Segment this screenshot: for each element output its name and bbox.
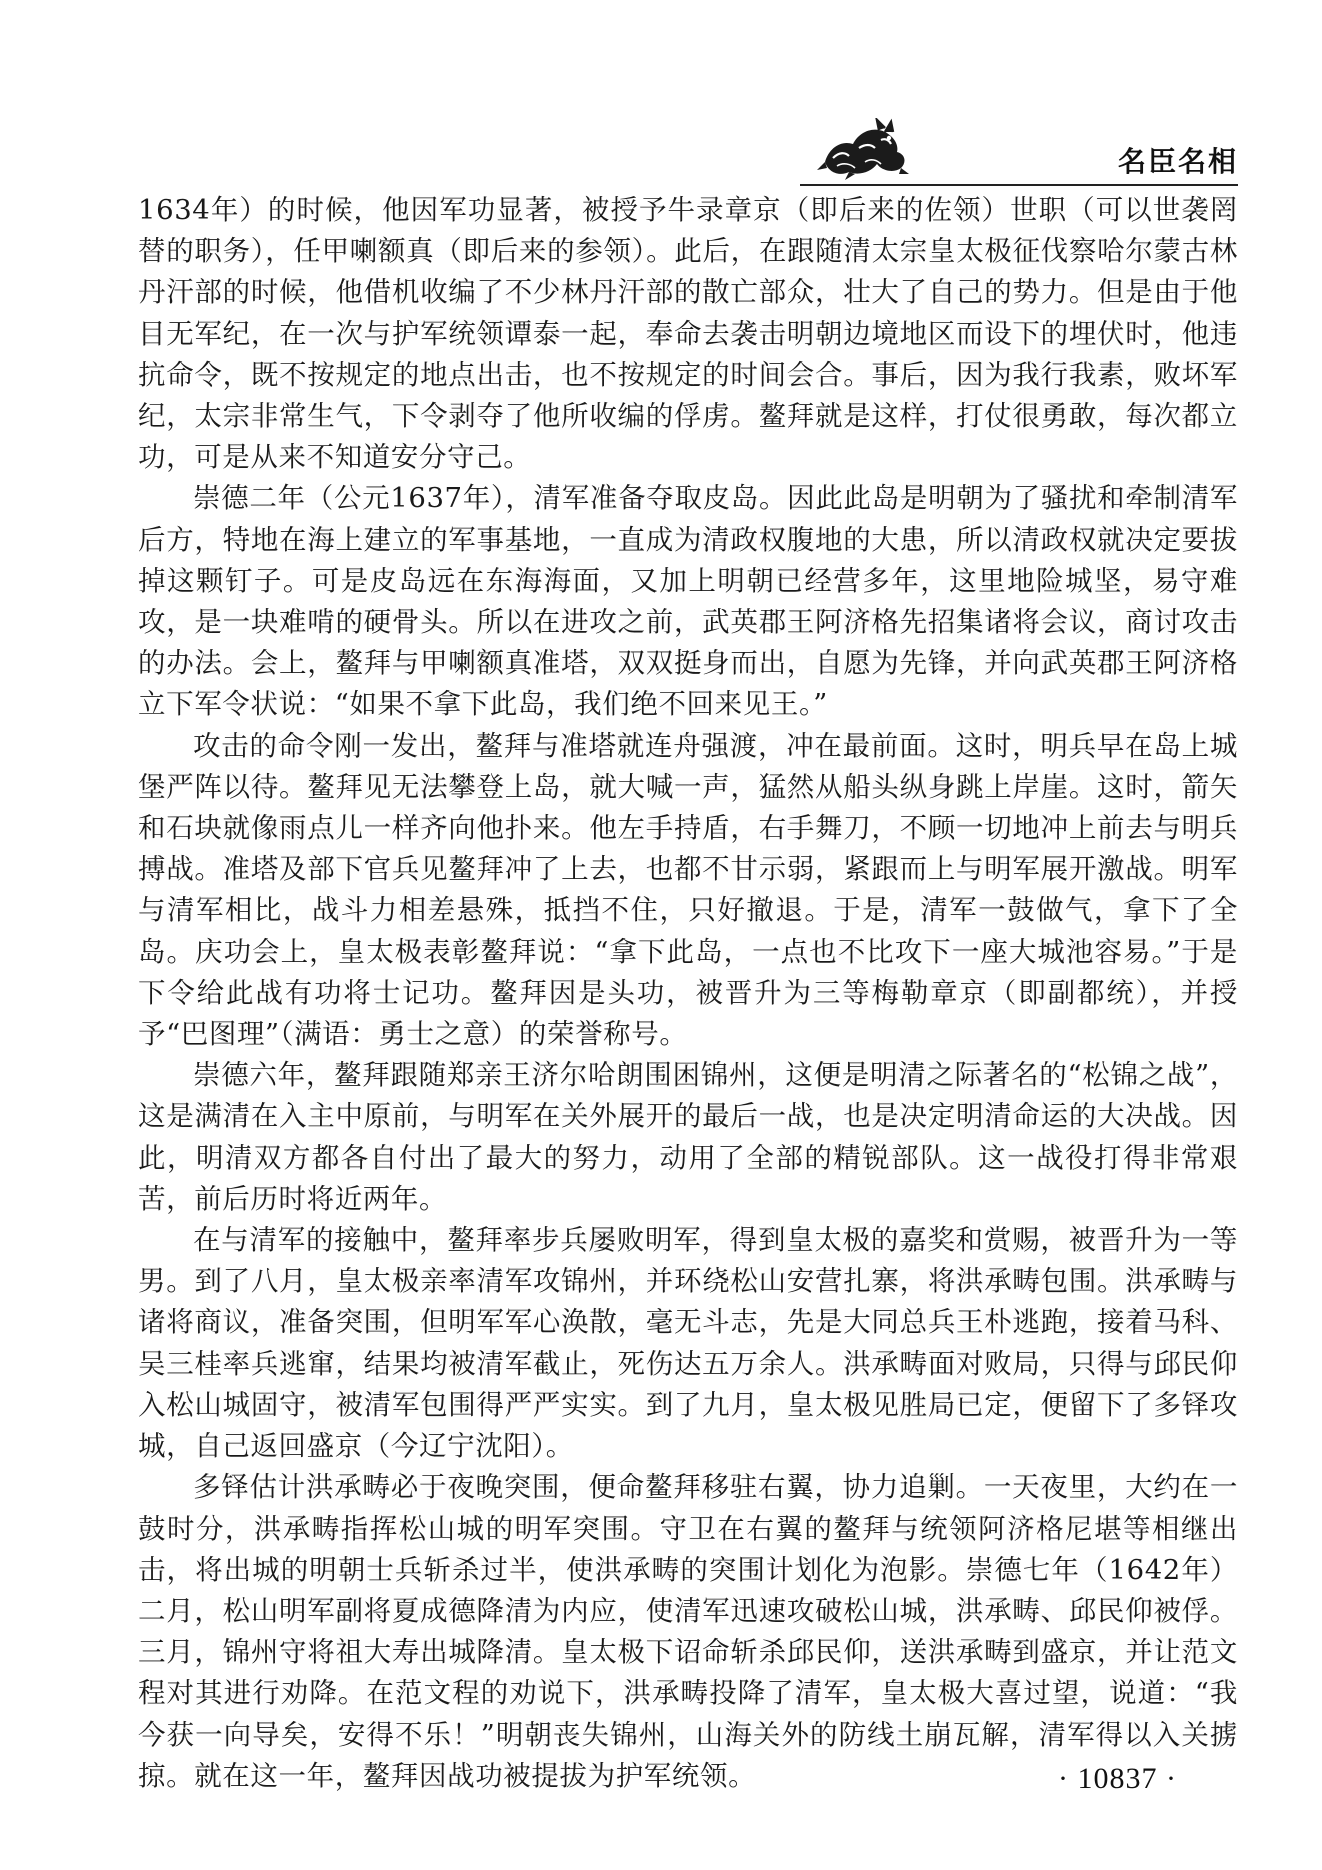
dragon-emblem-icon <box>815 118 910 180</box>
paragraph-6: 多铎估计洪承畴必于夜晚突围，便命鳌拜移驻右翼，协力追剿。一天夜里，大约在一鼓时分，洪承畴指挥松山城的明军突围。守卫在右翼的鳌拜与统领阿济格尼堪等相继出击，将出城的明朝士兵斩杀过半，使洪承畴的突围计划化为泡影。崇德七年（1642年）二月，松山明军副将夏成德降清为内应，使清军迅速攻破松山城，洪承畴、邱民仰被俘。三月，锦州守将祖大寿出城降清。皇太极下诏命斩杀邱民仰，送洪承畴到盛京，并让范文程对其进行劝降。在范文程的劝说下，洪承畴投降了清军，皇太极大喜过望，说道：“我今获一向导矣，安得不乐！”明朝丧失锦州，山海关外的防线土崩瓦解，清军得以入关掳掠。就在这一年，鳌拜因战功被提拔为护军统领。 <box>138 1471 1238 1792</box>
section-title: 名臣名相 <box>1117 145 1238 178</box>
page-header <box>140 118 1238 188</box>
page-number: · 10837 · <box>1058 1762 1177 1795</box>
body-text <box>138 190 1238 1797</box>
paragraph-1: 1634年）的时候，他因军功显著，被授予牛录章京（即后来的佐领）世职（可以世袭罔替的职务），任甲喇额真（即后来的参领）。此后，在跟随清太宗皇太极征伐察哈尔蒙古林丹汗部的时候，他借机收编了不少林丹汗部的散亡部众，壮大了自己的势力。但是由于他目无军纪，在一次与护军统领谭泰一起，奉命去袭击明朝边境地区而设下的埋伏时，他违抗命令，既不按规定的地点出击，也不按规定的时间会合。事后，因为我行我素，败坏军纪，太宗非常生气，下令剥夺了他所收编的俘虏。鳌拜就是这样，打仗很勇敢，每次都立功，可是从来不知道安分守己。 <box>138 194 1238 474</box>
paragraph-2: 崇德二年（公元1637年），清军准备夺取皮岛。因此此岛是明朝为了骚扰和牵制清军后方，特地在海上建立的军事基地，一直成为清政权腹地的大患，所以清政权就决定要拔掉这颗钉子。可是皮岛远在东海海面，又加上明朝已经营多年，这里地险城坚，易守难攻，是一块难啃的硬骨头。所以在进攻之前，武英郡王阿济格先招集诸将会议，商讨攻击的办法。会上，鳌拜与甲喇额真准塔，双双挺身而出，自愿为先锋，并向武英郡王阿济格立下军令状说：“如果不拿下此岛，我们绝不回来见王。” <box>138 482 1238 721</box>
paragraph-5: 在与清军的接触中，鳌拜率步兵屡败明军，得到皇太极的嘉奖和赏赐，被晋升为一等男。到了八月，皇太极亲率清军攻锦州，并环绕松山安营扎寨，将洪承畴包围。洪承畴与诸将商议，准备突围，但明军军心涣散，毫无斗志，先是大同总兵王朴逃跑，接着马科、吴三桂率兵逃窜，结果均被清军截止，死伤达五万余人。洪承畴面对败局，只得与邱民仰入松山城固守，被清军包围得严严实实。到了九月，皇太极见胜局已定，便留下了多铎攻城，自己返回盛京（今辽宁沈阳）。 <box>138 1224 1238 1463</box>
paragraph-4: 崇德六年，鳌拜跟随郑亲王济尔哈朗围困锦州，这便是明清之际著名的“松锦之战”，这是满清在入主中原前，与明军在关外展开的最后一战，也是决定明清命运的大决战。因此，明清双方都各自付出了最大的努力，动用了全部的精锐部队。这一战役打得非常艰苦，前后历时将近两年。 <box>138 1059 1238 1215</box>
header-rule <box>800 184 1238 186</box>
paragraph-3: 攻击的命令刚一发出，鳌拜与准塔就连舟强渡，冲在最前面。这时，明兵早在岛上城堡严阵以待。鳌拜见无法攀登上岛，就大喊一声，猛然从船头纵身跳上岸崖。这时，箭矢和石块就像雨点儿一样齐向他扑来。他左手持盾，右手舞刀，不顾一切地冲上前去与明兵搏战。准塔及部下官兵见鳌拜冲了上去，也都不甘示弱，紧跟而上与明军展开激战。明军与清军相比，战斗力相差悬殊，抵挡不住，只好撤退。于是，清军一鼓做气，拿下了全岛。庆功会上，皇太极表彰鳌拜说：“拿下此岛，一点也不比攻下一座大城池容易。”于是下令给此战有功将士记功。鳌拜因是头功，被晋升为三等梅勒章京（即副都统），并授予“巴图理”（满语：勇士之意）的荣誉称号。 <box>138 729 1238 1051</box>
